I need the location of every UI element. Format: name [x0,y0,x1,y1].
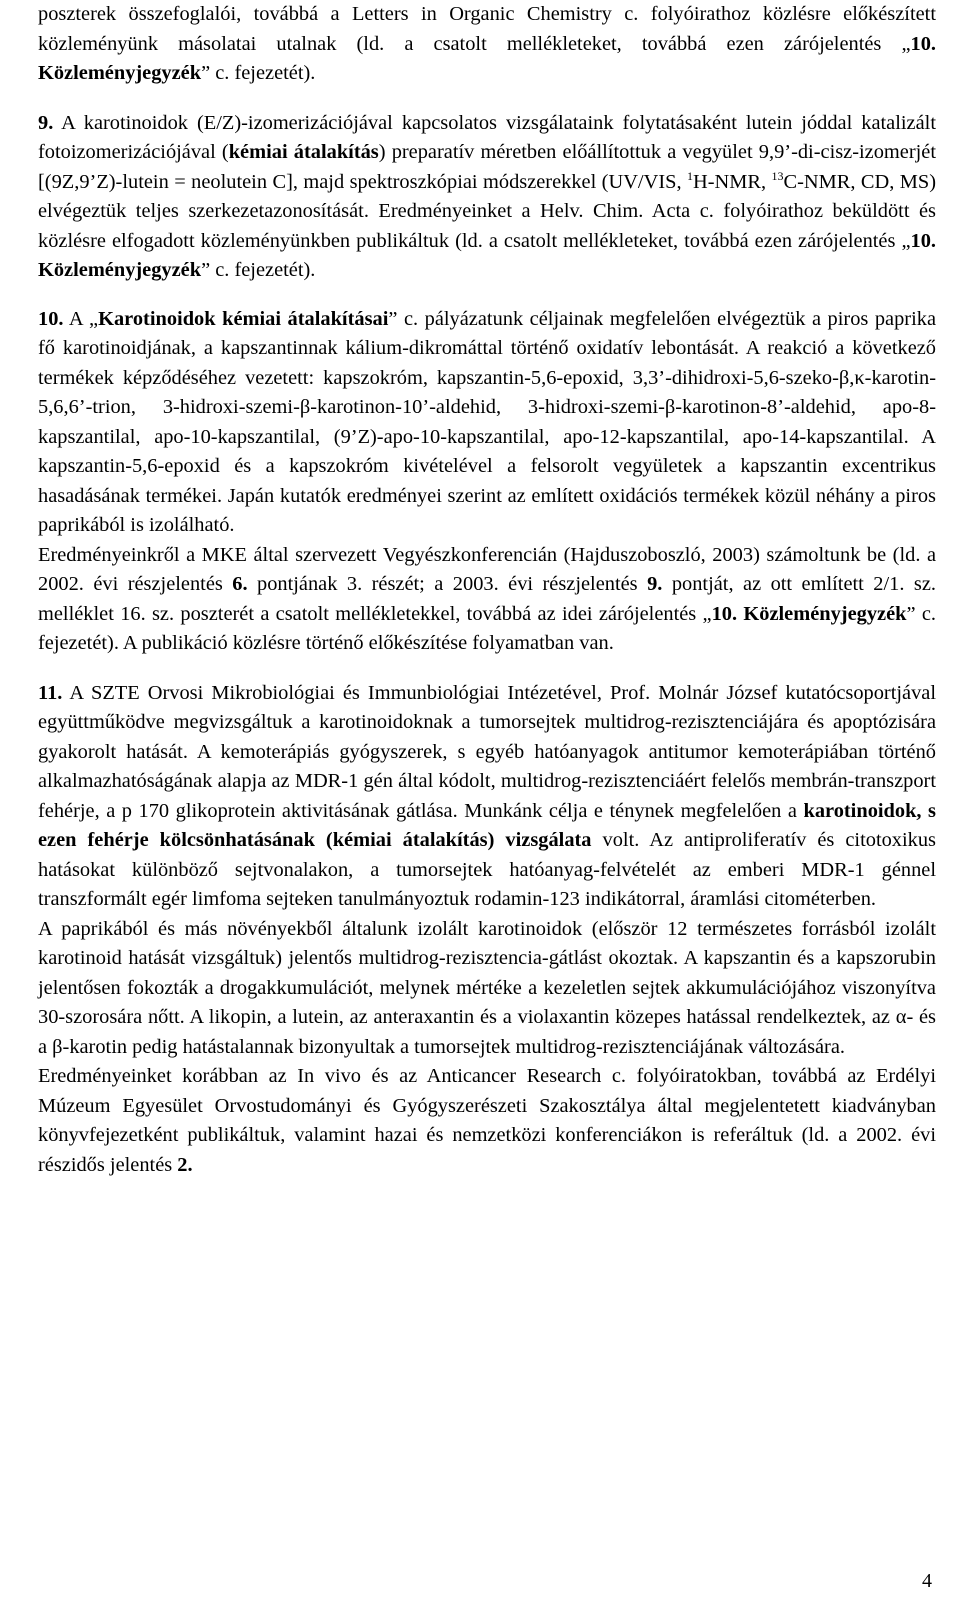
item-11-paragraph-3 [38,1062,936,1180]
item-10-p2-text-d: pontját, az ott említett 2/1. sz. melléklet 16. sz. poszterét a csatolt mellékletekkel, továbbá az idei zárójelentés „ [38,573,936,625]
item-11-number: 11. [38,681,63,704]
item-9-text-4: C-NMR, CD, MS) elvégeztük teljes szerkezetazonosítását. Eredményeinket a Helv. Chim. Acta c. folyóirathoz beküldött és közlésre elfogadott közleményünkben publikáltuk (ld. a csatolt mellékleteket, továbbá ezen zárójelentés „ [38,170,937,252]
item-9-sup-2: 13 [771,168,784,183]
item-10-number: 10. [38,307,64,330]
item-10-p2-text-e: ” c. fejezetét). A publikáció közlésre történő előkészítése folyamatban van. [38,602,936,654]
item-10-text-2: ” c. pályázatunk céljainak megfelelően elvégeztük a piros paprika fő karotinoidjának, a kapszantinnak kálium-dikromáttal történő oxidatív lebontását. A reakció a következő termékek képződéséhez vezetett: kapszokróm, kapszantin-5,6-epoxid, 3,3’-dihidroxi-5,6-szeko-β,κ-karotin-5,6,6’-trion, 3-hidroxi-szemi-β-karotinon-10’-aldehid, 3-hidroxi-szemi-β-karotinon-8’-aldehid, apo-8-kapszantilal, apo-10-kapszantilal, (9’Z)-apo-10-kapszantilal, apo-12-kapszantilal, apo-14-kapszantilal. A kapszantin-5,6-epoxid és a kapszokróm kivételével a felsorolt vegyületek a kapszantin excentrikus hasadásának termékei. Japán kutatók eredményei szerint az említett oxidációs termékek közül néhány a piros paprikából is izolálható. [38,307,936,536]
item-11-p3-text: Eredményeinket korábban az In vivo és az Anticancer Research c. folyóiratokban, továbbá az Erdélyi Múzeum Egyesület Orvostudományi és Gyógyszerészeti Szakosztálya által megjelentetett kiadványban könyvfejezetként publikáltuk, valamint hazai és nemzetközi konferenciákon is referáltuk (ld. a 2002. évi részidős jelentés [38,1065,936,1176]
item-10-text-1: A „ [68,307,99,330]
item-10-p2-bold-2: 9. [647,573,663,595]
item-11-paragraph-2 [38,915,936,1063]
item-11-text-2: volt. Az antiproliferatív és citotoxikus hatásokat különböző sejtvonalakon, a tumorsejtek hatóanyag-felvételét az emberi MDR-1 génnel transzformált egér limfoma sejteken tanulmányoztuk rodamin-123 indikátorral, áramlási citométerben. [38,829,936,910]
item-10-p2-bold-1: 6. [232,573,248,595]
item-11-bold-1: karotinoidok, s ezen fehérje kölcsönhatásának (kémiai átalakítás) vizsgálata [38,799,936,851]
intro-text: poszterek összefoglalói, továbbá a Letters in Organic Chemistry c. folyóirathoz közlésre előkészített közleményünk másolatai utalnak (ld. a csatolt mellékleteket, továbbá ezen zárójelentés „ [38,3,936,55]
page-number: 4 [922,1570,932,1592]
item-9-text-3: H-NMR, [692,170,772,193]
intro-paragraph [38,0,936,89]
item-10-p2-bold-3: 10. Közleményjegyzék [711,602,907,625]
item-10-paragraph [38,305,936,541]
document-body [38,0,936,1180]
item-9-bold-1: kémiai átalakítás [228,141,379,163]
item-9-bold-2: 10. Közleményjegyzék [38,229,936,281]
item-9-text-1: A karotinoidok (E/Z)-izomerizációjával kapcsolatos vizsgálataink folytatásaként lutein jóddal katalizált fotoizomerizációjával ( [38,111,936,163]
item-10-bold-1: Karotinoidok kémiai átalakításai [98,307,389,330]
item-11-p2-text: A paprikából és más növényekből általunk izolált karotinoidok (először 12 természetes forrásból izolált karotinoid hatását vizsgáltuk) jelentős multidrog-rezisztencia-gátlást okoztak. A kapszantin és a kapszorubin jelentősen fokozták a drogakkumulációt, melynek mértéke a kezeletlen sejtek akkumulációjához viszonyítva 30-szorosára nőtt. A likopin, a lutein, az anteraxantin és a violaxantin közepes hatással rendelkeztek, az α- és a β-karotin pedig hatástalannak bizonyultak a tumorsejtek multidrog-rezisztenciájának változására. [38,917,936,1058]
item-9-text-2: ) preparatív méretben előállítottuk a vegyület 9,9’-di-cisz-izomerjét [(9Z,9’Z)-lutein = neolutein C], majd spektroszkópiai módszerekkel (UV/VIS, [38,141,936,193]
item-10-paragraph-2 [38,541,936,659]
item-11-p3-bold: 2. [177,1153,193,1176]
intro-bold-ref: 10. Közleményjegyzék [38,32,936,84]
item-11-text-1: A SZTE Orvosi Mikrobiológiai és Immunbiológiai Intézetével, Prof. Molnár József kutatócsoportjával együttműködve megvizsgáltuk a karotinoidoknak a tumorsejtek multidrog-rezisztenciájára és apoptózisára gyakorolt hatását. A kemoterápiás gyógyszerek, s egyéb hatóanyagok antitumor kemoterápiában történő alkalmazhatóságának alapja az MDR-1 gén által kódolt, multidrog-rezisztenciáért felelős membrán-transzport fehérje, a p 170 glikoprotein aktivitásának gátlása. Munkánk célja e ténynek megfelelően a [38,681,936,822]
item-10-p2-text-a: Eredményeinkről a MKE által szervezett Vegyészkonferencián (Hajduszoboszló, 2003) számoltunk be (ld. a 2002. évi részjelentés [38,543,936,595]
item-9-paragraph [38,109,936,286]
item-9-text-5: ” c. fejezetét). [201,259,316,281]
item-9-sup-1: 1 [686,168,693,183]
item-9-number: 9. [38,111,54,134]
item-10-p2-text-c: pontjának 3. részét; a 2003. évi részjelentés [247,573,648,595]
intro-tail: ” c. fejezetét). [201,62,316,84]
item-11-paragraph [38,679,936,915]
